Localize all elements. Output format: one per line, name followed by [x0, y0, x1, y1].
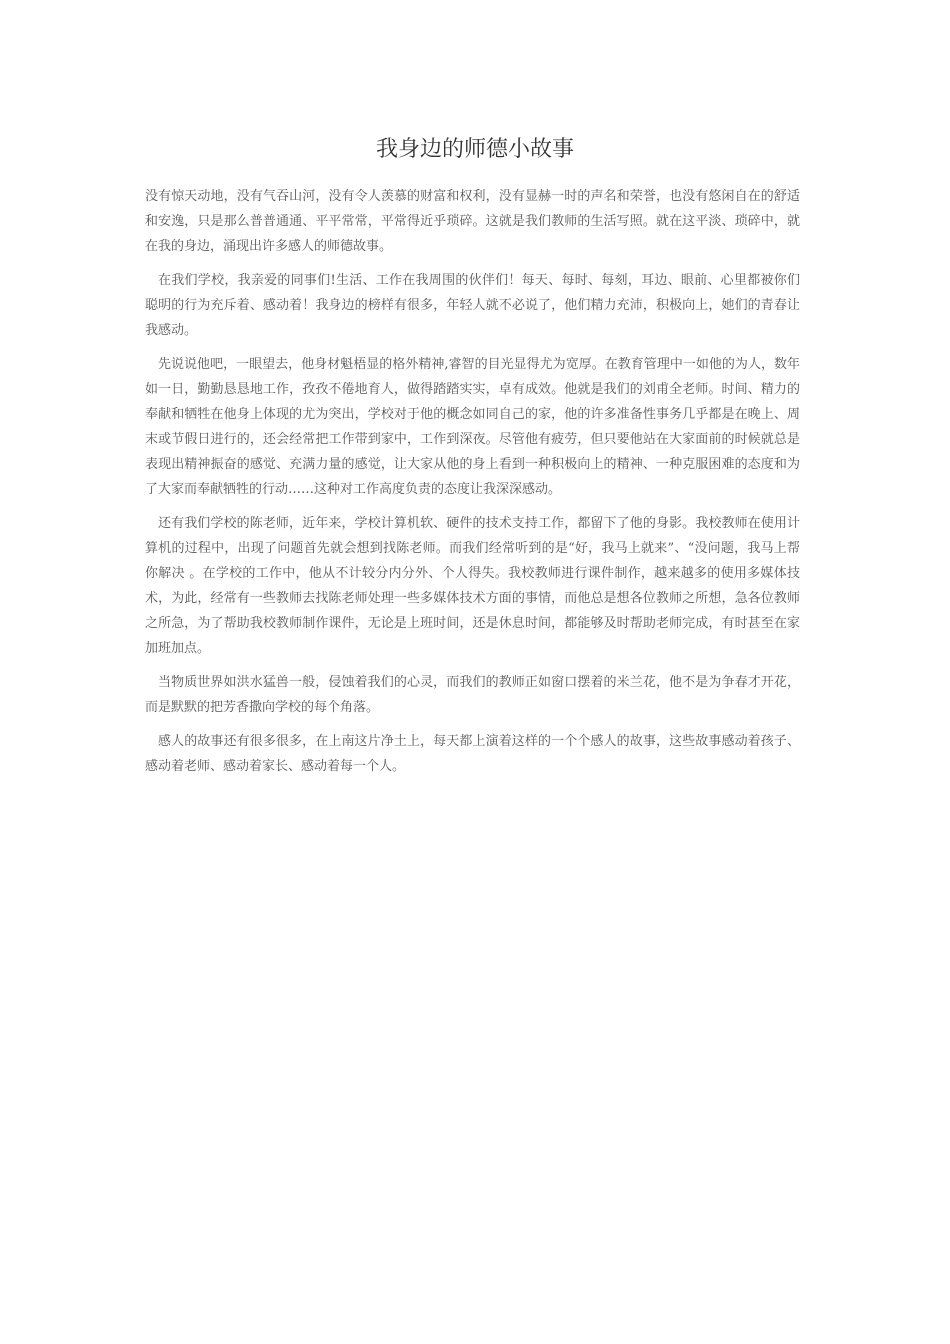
paragraph-1: 没有惊天动地，没有气吞山河，没有令人羡慕的财富和权利，没有显赫一时的声名和荣誉，也没有悠闲自在的舒适和安逸，只是那么普普通通、平平常常，平常得近乎琐碎。这就是我们教师的生活写照。就在这平淡、琐碎中，就在我的身边，涌现出许多感人的师德故事。: [145, 189, 800, 254]
document-title: 我身边的师德小故事: [375, 137, 574, 162]
paragraph-3: 先说说他吧，一眼望去，他身材魁梧显的格外精神,睿智的目光显得尤为宽厚。在教育管理中一如他的为人，数年如一日，勤勤恳恳地工作，孜孜不倦地育人，做得踏踏实实，卓有成效。他就是我们的刘甫全老师。时间、精力的奉献和牺牲在他身上体现的尤为突出，学校对于他的概念如同自己的家，他的许多准备性事务几乎都是在晚上、周末或节假日进行的，还会经常把工作带到家中，工作到深夜。尽管他有疲劳，但只要他站在大家面前的时候就总是表现出精神振奋的感觉、充满力量的感觉，让大家从他的身上看到一种积极向上的精神、一种克服困难的态度和为了大家而奉献牺牲的行动……这种对工作高度负责的态度让我深深感动。: [145, 357, 800, 497]
paragraph-5: 当物质世界如洪水猛兽一般，侵蚀着我们的心灵，而我们的教师正如窗口摆着的米兰花，他不是为争春才开花，而是默默的把芳香撒向学校的每个角落。: [145, 675, 800, 715]
paragraph-2: 在我们学校，我亲爱的同事们!生活、工作在我周围的伙伴们！每天、每时、每刻，耳边、眼前、心里都被你们聪明的行为充斥着、感动着！我身边的榜样有很多，年轻人就不必说了，他们精力充沛，积极向上，她们的青春让我感动。: [145, 273, 800, 338]
paragraph-4: 还有我们学校的陈老师，近年来，学校计算机软、硬件的技术支持工作，都留下了他的身影。我校教师在使用计算机的过程中，出现了问题首先就会想到找陈老师。而我们经常听到的是“好，我马上就来”、“没问题，我马上帮你解决 。在学校的工作中，他从不计较分内分外、个人得失。我校教师进行课件制作，越来越多的使用多媒体技术，为此，经常有一些教师去找陈老师处理一些多媒体技术方面的事情，而他总是想各位教师之所想，急各位教师之所急，为了帮助我校教师制作课件，无论是上班时间，还是休息时间，都能够及时帮助老师完成，有时甚至在家加班加点。: [145, 516, 800, 656]
paragraph-6: 感人的故事还有很多很多，在上南这片净土上，每天都上演着这样的一个个感人的故事，这些故事感动着孩子、感动着老师、感动着家长、感动着每一个人。: [145, 734, 800, 774]
document-body: [145, 184, 800, 788]
